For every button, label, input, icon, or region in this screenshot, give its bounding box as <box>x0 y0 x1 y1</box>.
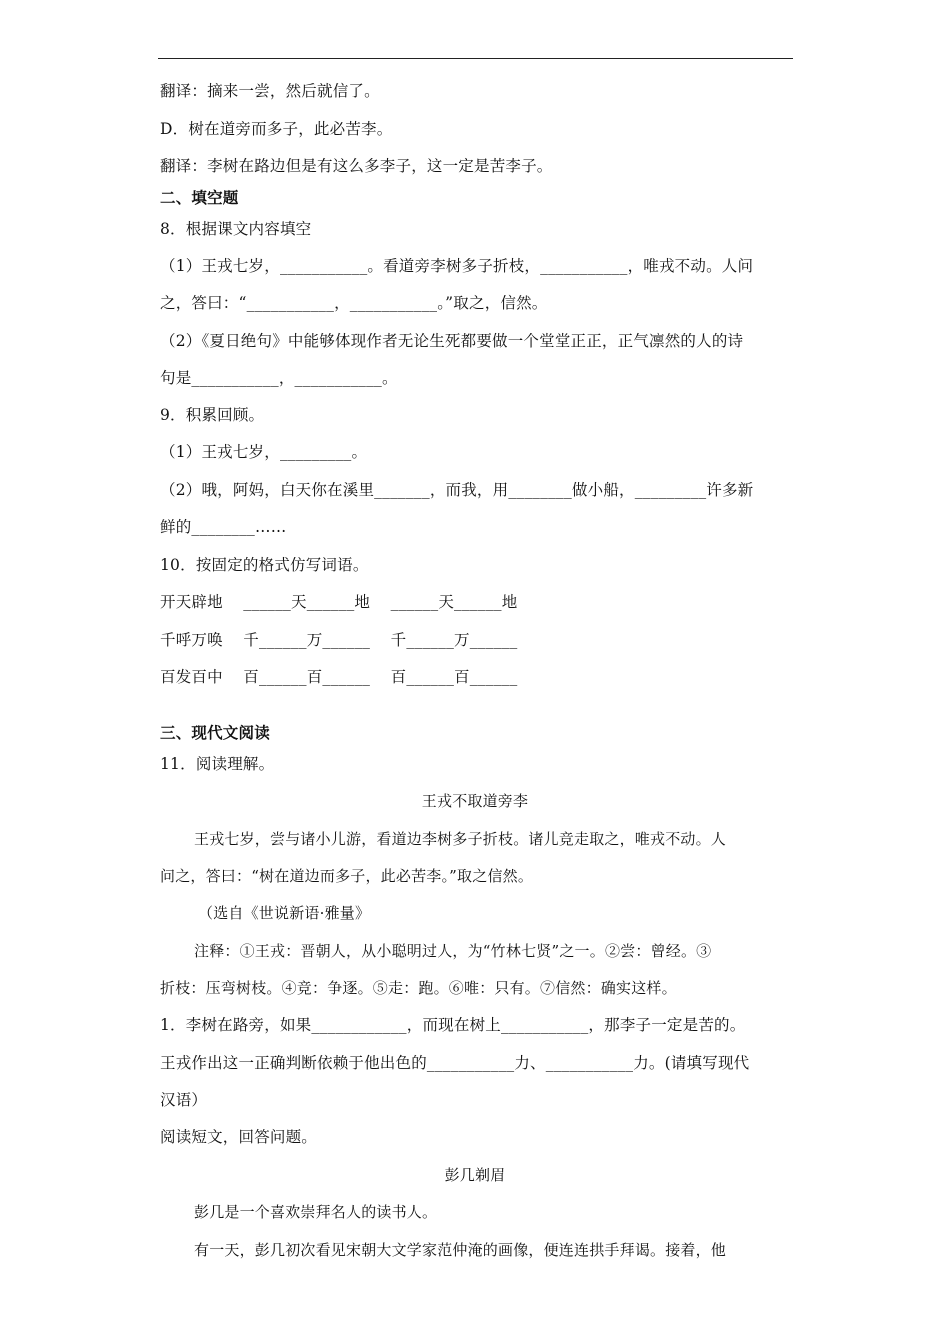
section-heading-fill-in: 二、填空题 <box>160 188 239 207</box>
passage-2-title: 彭几剃眉 <box>444 1166 506 1184</box>
passage-1-notes-line2: 折枝：压弯树枝。④竞：争逐。⑤走：跑。⑥唯：只有。⑦信然：确实这样。 <box>160 979 677 997</box>
question-8-part1-line2: 之，答曰：“___________，___________。”取之，信然。 <box>160 294 548 312</box>
passage-1-notes-line1: 注释：①王戎：晋朝人，从小聪明过人，为“竹林七贤”之一。②尝：曾经。③ <box>194 942 712 960</box>
option-d-line: D．树在道旁而多子，此必苦李。 <box>160 120 393 138</box>
question-9-part2-line1: （2）哦，阿妈，白天你在溪里_______，而我，用________做小船，_________许多新 <box>160 481 754 499</box>
section-heading-reading: 三、现代文阅读 <box>160 723 270 742</box>
question-8-title: 8．根据课文内容填空 <box>160 220 312 238</box>
passage-1-line1: 王戎七岁，尝与诸小儿游，看道边李树多子折枝。诸儿竞走取之，唯戎不动。人 <box>194 830 727 848</box>
question-10-title: 10．按固定的格式仿写词语。 <box>160 556 369 574</box>
question-11-1-line2: 王戎作出这一正确判断依赖于他出色的___________力、___________力。(请填写现代 <box>160 1054 750 1072</box>
question-9-part2-line2: 鲜的________…… <box>160 518 287 536</box>
passage-2-line1: 彭几是一个喜欢崇拜名人的读书人。 <box>194 1203 438 1221</box>
question-8-part2-line2: 句是___________，___________。 <box>160 369 398 387</box>
question-11-title: 11．阅读理解。 <box>160 755 275 773</box>
passage-2-line2: 有一天，彭几初次看见宋朝大文学家范仲淹的画像，便连连拱手拜谒。接着，他 <box>194 1241 727 1259</box>
question-8-part2-line1: （2）《夏日绝句》中能够体现作者无论生死都要做一个堂堂正正，正气凛然的人的诗 <box>160 332 744 350</box>
question-11-1-line1: 1．李树在路旁，如果____________，而现在树上___________，那李子一定是苦的。 <box>160 1016 746 1034</box>
idiom-row-3: 百发百中 百______百______ 百______百______ <box>160 668 518 686</box>
reading-instruction: 阅读短文，回答问题。 <box>160 1128 318 1146</box>
translation-d-line: 翻译：李树在路边但是有这么多李子，这一定是苦李子。 <box>160 157 553 175</box>
idiom-row-2: 千呼万唤 千______万______ 千______万______ <box>160 631 518 649</box>
passage-1-source: （选自《世说新语·雅量》 <box>198 904 371 922</box>
passage-1-title: 王戎不取道旁李 <box>421 792 529 810</box>
question-8-part1-line1: （1）王戎七岁，___________。看道旁李树多子折枝，___________，唯戎不动。人问 <box>160 257 754 275</box>
question-11-1-line3: 汉语） <box>160 1091 208 1109</box>
header-rule <box>158 58 793 59</box>
passage-1-line2: 问之，答曰：“树在道边而多子，此必苦李。”取之信然。 <box>160 867 534 885</box>
idiom-row-1: 开天辟地 ______天______地 ______天______地 <box>160 593 518 611</box>
translation-c-line: 翻译：摘来一尝，然后就信了。 <box>160 82 380 100</box>
question-9-title: 9．积累回顾。 <box>160 406 265 424</box>
question-9-part1: （1）王戎七岁，_________。 <box>160 443 368 461</box>
